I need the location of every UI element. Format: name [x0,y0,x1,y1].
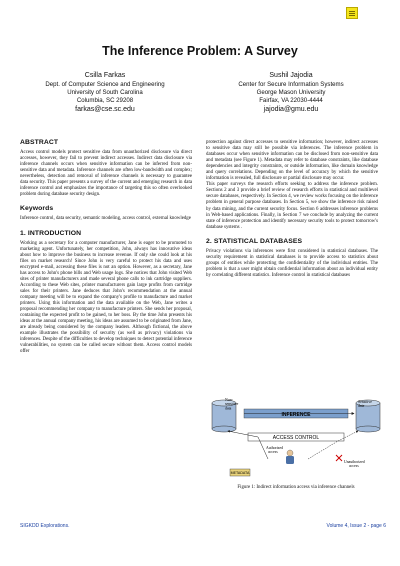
user-icon [286,450,294,464]
sensitive-line: Sensitive [358,400,372,404]
right-paragraph-2: This paper surveys the research efforts seeking to address the inference problem. Sections 2 and 3 provide a brief review of research efforts in statistical and multilevel secure databases, respectively. In Section 4, we review works focusing on the inference problem in general purpose databases. In Section 5, we show the inference risk raised by data mining, and the current security focus. Section 6 addresses inference problems in Web-based applications. Finally, in Section 7 we conclude by analyzing the current state of inference protection and identify necessary security tools to protect tomorrow's database systems . [206,182,378,230]
statistical-text: Privacy violations via inferences were first considered in statistical databases. The security requirement in statistical databases is to provide access to statistics about groups of entities while protecting the confidentiality of the individual entities. The problem is that a user might obtain confidential information about an individual entity by correlating different statistics. Inference control in statistical databases [206,248,378,278]
statistical-heading: 2. STATISTICAL DATABASES [206,237,303,245]
right-paragraph-1: protection against direct accesses to sensitive information; however, indirect accesses to sensitive data may still be possible via inferences. The inference problem in databases occur when sensitive information can be disclosed from non-sensitive data and metadata (see Figure 1). Metadata may refer to database constraints, like database dependencies and integrity constraints, or outside information, like domain knowledge and query correlations. Depending on the level of accuracy by which the sensitive information is revealed, full disclosure or partial disclosure may occur. [206,140,378,182]
figure-1 [208,393,384,481]
intro-text: Working as a secretary for a computer manufacturer, Jane is eager to be promoted to marketing agent. Unfortunately, her competition, John, always has innovative ideas about how to improve the business to increase revenue. If only she could look at his files on market research! Since John is very careful to protect his data and uses encrypted e-mail, accessing these files is not an option. However, as a secretary, Jane has access to John's phone bills and Web usage logs. She notices that John visited Web sites of printer manufacturers and made several phone calls to ink cartridge suppliers. According to these Web sites, printer manufacturers gain large profits from cartridge sales for their printers. Jane deduces that John's recommendation at the annual company meeting will be to expand the company's profile to manufacture and market printers. Using this information and the data available on the Web, Jane writes a proposal recommending her company to manufacture printers. She sends her proposal, containing the expected profit to be gained, to her boss. By the time John presents his ideas at the annual company meeting, his ideas are assumed to be originated from Jane, are already being considered by the company leaders. Although fictional, the above example illustrates the possibility of security (as well as privacy) violations via inferences. Despite of the difficulties to develop techniques to detect potential inference vulnerabilities, no system can be called secure without them. Access control models offer [20,240,192,355]
sensitive-line: data [358,404,365,409]
author-affiliation-line: Fairfax, VA 22030-4444 [259,97,323,104]
authorized-line: Authorized [266,446,284,450]
unauthorized-line: access [349,464,359,469]
author-affiliation-line: Center for Secure Information Systems [238,81,344,88]
note-icon[interactable] [346,7,358,19]
denied-icon [336,455,342,461]
author-name: Sushil Jajodia [269,72,313,79]
figure-caption: Figure 1: Indirect information access via inference channels [237,485,355,490]
authorized-label [266,446,284,454]
left-column [20,140,192,355]
inference-label: INFERENCE [281,412,311,418]
author-affiliation-line: George Mason University [256,89,326,96]
author-name: Csilla Farkas [84,72,126,79]
author-affiliation-line: Dept. of Computer Science and Engineering [45,81,165,88]
access-control-label: ACCESS CONTROL [272,435,320,441]
inference-diagram [208,393,384,481]
author-1 [10,72,200,114]
footer-journal: SIGKDD Explorations. [20,523,70,529]
author-affiliation-line: Columbia, SC 29208 [76,97,134,104]
author-2 [196,72,386,114]
intro-heading: 1. INTRODUCTION [20,229,82,237]
unauthorized-label [344,460,366,468]
keywords-heading: Keywords [20,205,54,213]
non-sensitive-line: data [225,406,232,411]
right-column [206,140,378,279]
abstract-text: Access control models protect sensitive data from unauthorized disclosure via direct accesses, however, they fail to prevent indirect accesses. Indirect data disclosure via inference channels occurs when sensitive information can be inferred from non-sensitive data and metadata. Inference channels are often low-bandwidth and complex; nevertheless, detection and removal of inference channels is necessary to guarantee data security. This paper presents a survey of the current and emerging research in data inference control and emphasizes the importance of targeting this so often overlooked problem during database security design. [20,150,192,198]
abstract-heading: ABSTRACT [20,139,59,146]
non-sensitive-line: sensitive [225,402,239,407]
author-affiliation-line: University of South Carolina [67,89,143,96]
keywords-text: Inference control, data security, semantic modeling, access control, external knowledge [20,216,191,222]
paper-title: The Inference Problem: A Survey [102,44,298,58]
authorized-line: access [268,450,278,455]
unauthorized-line: Unauthorized [344,460,365,464]
author-email: farkas@cse.sc.edu [75,106,135,113]
metadata-label: METADATA [230,471,250,475]
non-sensitive-line: Non- [225,398,233,402]
author-email: jajodia@gmu.edu [263,106,319,113]
footer-page: Volume 4, Issue 2 - page 6 [326,523,386,529]
